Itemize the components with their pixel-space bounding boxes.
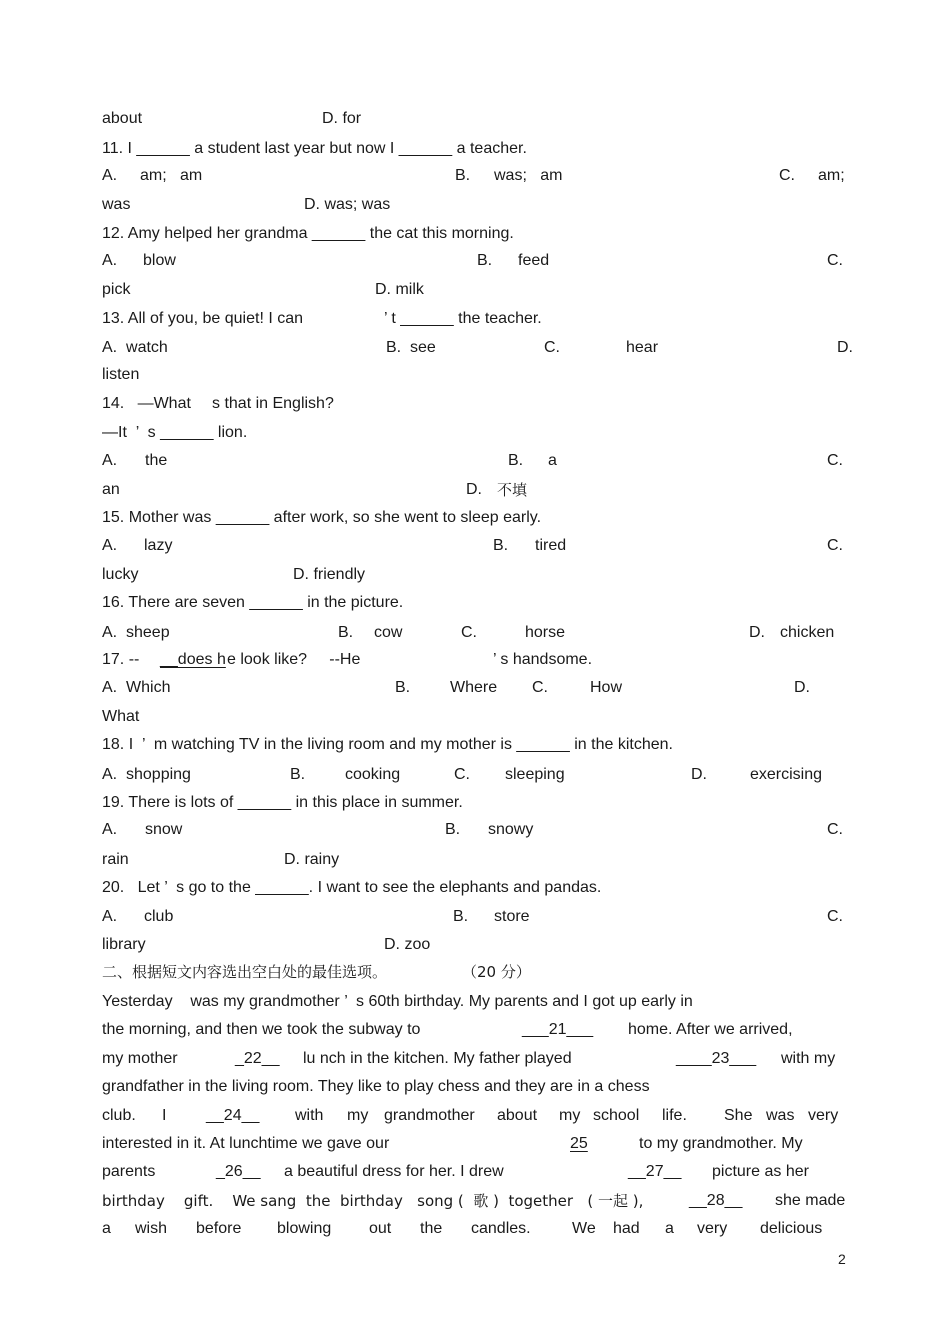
question-14-options: A. the B. a C. [0, 450, 950, 472]
option-b: cow [374, 624, 403, 641]
question-18-stem: 18. I ’ m watching TV in the living room and my mother is ______ in the kitchen. [102, 736, 673, 753]
section-2-heading [0, 961, 950, 983]
passage-line: the morning, and then we took the subway to ___21___ home. After we arrived, [0, 1019, 950, 1041]
blank-22: _22__ [235, 1050, 280, 1067]
section-score: （20 分） [462, 963, 531, 981]
passage-line: birthday gift. We sang the birthday song ( 歌 ) together ( 一起 ), __28__ she made [102, 1192, 846, 1210]
passage-line: a wish before blowing out the candles. We had a very delicious [102, 1220, 823, 1237]
option-a: A. watch [102, 339, 168, 356]
question-17-stem: 17. -- __does h e look like? --He ’ s handsome. [0, 649, 950, 671]
question-12-options-cont: pick D. milk [0, 279, 950, 301]
question-13-stem: 13. All of you, be quiet! I can ’ t ______ the teacher. [102, 310, 542, 327]
option-d: D. zoo [384, 936, 431, 953]
question-18-options: A. shopping B. cooking C. sleeping D. exercising [0, 764, 950, 786]
question-17-options: A. Which B. Where C. How D. [0, 677, 950, 699]
blank-28: __28__ [689, 1192, 743, 1209]
passage-line: parents _26__ a beautiful dress for her. I drew __27__ picture as her [0, 1161, 950, 1183]
option-a-label: A. [102, 167, 118, 184]
option-c: hear [626, 339, 659, 356]
question-15-options-cont: lucky D. friendly [0, 564, 950, 586]
question-12-stem: 12. Amy helped her grandma ______ the cat this morning. [102, 225, 514, 242]
option-c-label: C. [827, 537, 843, 554]
option-c-label: C. [827, 821, 843, 838]
option-d: D. rainy [284, 851, 340, 868]
option-b: snowy [488, 821, 534, 838]
option-b: B. see [386, 339, 436, 356]
passage-line: club. I __24__ with my grandmother about my school life. She was very [0, 1105, 950, 1127]
option-d: D. milk [375, 281, 424, 298]
blank-21: ___21___ [522, 1021, 594, 1038]
option-d: D. friendly [293, 566, 366, 583]
option-c-label: C. [827, 452, 843, 469]
option-c: sleeping [505, 766, 565, 783]
option-line [0, 108, 950, 130]
option-text: about [102, 110, 143, 127]
blank-27: __27__ [628, 1163, 682, 1180]
option-b: cooking [345, 766, 401, 783]
question-20-options: A. club B. store C. [0, 906, 950, 928]
passage-line: interested in it. At lunchtime we gave our 25 to my grandmother. My [0, 1133, 950, 1155]
option-d-label: D. [794, 679, 810, 696]
passage-line: my mother _22__ lu nch in the kitchen. My father played ____23___ with my [0, 1048, 950, 1070]
option-c-label: C. [779, 167, 795, 184]
question-15-options: A. lazy B. tired C. [0, 535, 950, 557]
option-d: D. for [322, 110, 362, 127]
option-a: A. Which [102, 679, 171, 696]
option-a: the [145, 452, 168, 469]
option-a: A. sheep [102, 624, 170, 641]
option-c: How [590, 679, 623, 696]
question-19-options-cont: rain D. rainy [0, 849, 950, 871]
option-b: was; am [494, 167, 563, 184]
question-15-stem: 15. Mother was ______ after work, so she went to sleep early. [102, 509, 542, 526]
question-16-stem: 16. There are seven ______ in the picture. [102, 594, 404, 611]
option-c-label: C. [827, 252, 843, 269]
option-a: A. shopping [102, 766, 191, 783]
option-c-label: C. [827, 908, 843, 925]
question-11-options [0, 165, 950, 187]
blank-25: 25 [570, 1135, 588, 1152]
question-20-stem: 20. Let ’ s go to the ______. I want to see the elephants and pandas. [102, 879, 602, 896]
option-b: tired [535, 537, 567, 554]
option-b-label: B. [455, 167, 471, 184]
question-20-options-cont: library D. zoo [0, 934, 950, 956]
option-d: 不填 [497, 481, 528, 499]
option-b: feed [518, 252, 550, 269]
question-19-stem: 19. There is lots of ______ in this place in summer. [102, 794, 463, 811]
question-14-stem: 14. —What s that in English? [102, 395, 334, 412]
option-d: exercising [750, 766, 823, 783]
answer-blank: __does h [160, 651, 226, 668]
option-a: lazy [144, 537, 173, 554]
passage-line: Yesterday was my grandmother ’ s 60th birthday. My parents and I got up early in [102, 993, 693, 1010]
option-b: a [548, 452, 557, 469]
option-b: Where [450, 679, 498, 696]
option-d: D. was; was [304, 196, 391, 213]
option-a: snow [145, 821, 183, 838]
option-d: chicken [780, 624, 835, 641]
blank-23: ____23___ [676, 1050, 757, 1067]
option-a: blow [143, 252, 176, 269]
blank-26: _26__ [216, 1163, 261, 1180]
question-12-options: A. blow B. feed C. [0, 250, 950, 272]
option-a: club [144, 908, 174, 925]
question-11-options-cont: was D. was; was [0, 194, 950, 216]
question-13-options-cont: listen [102, 366, 140, 383]
option-c: horse [525, 624, 566, 641]
question-14-options-cont: an D. 不填 [102, 481, 528, 499]
option-a: am; am [140, 167, 203, 184]
question-16-options: A. sheep B. cow C. horse D. chicken [0, 622, 950, 644]
question-14-stem-2: —It ’ s ______ lion. [102, 424, 248, 441]
option-c: am; [818, 167, 845, 184]
question-17-options-cont: What [102, 708, 140, 725]
section-title: 二、根据短文内容选出空白处的最佳选项。 [102, 963, 388, 981]
passage-line: grandfather in the living room. They like to play chess and they are in a chess [102, 1078, 650, 1095]
question-13-options: A. watch B. see C. hear D. [0, 337, 950, 359]
option-b: store [494, 908, 530, 925]
question-11-stem: 11. I ______ a student last year but now I ______ a teacher. [102, 140, 527, 157]
question-19-options: A. snow B. snowy C. [0, 819, 950, 841]
option-d-label: D. [837, 339, 853, 356]
page-number: 2 [838, 1251, 846, 1267]
blank-24: __24__ [206, 1107, 260, 1124]
